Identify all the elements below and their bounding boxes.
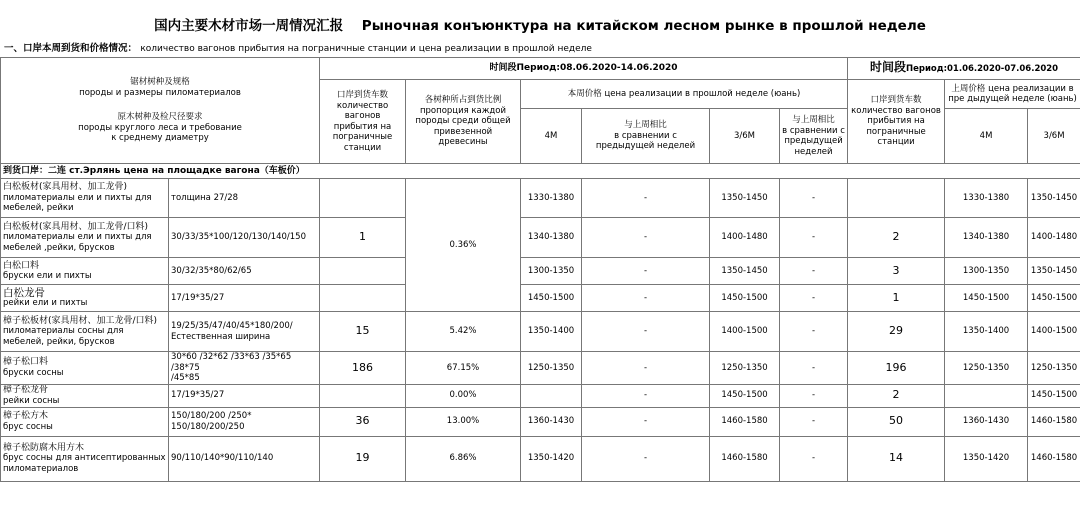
species-cell: 樟子松龙骨 рейки сосны	[1, 384, 169, 407]
prev-36m-cell: 1460-1580	[1028, 436, 1080, 481]
compare2-header: 与上周相比 в сравнении с предыдущей неделей	[780, 109, 848, 164]
table-row	[1, 352, 1080, 385]
table-row	[1, 407, 1080, 436]
size-cell: 90/110/140*90/110/140	[169, 436, 320, 481]
arrivals-cell	[320, 258, 406, 285]
col-4m: 4M	[521, 109, 582, 164]
section-row: 到货口岸：二连 ст.Эрлянь цена на площадке вагона（车板价）	[1, 164, 1080, 179]
arrivals-cell: 19	[320, 436, 406, 481]
compare2-cell: -	[780, 218, 848, 258]
compare-cell: -	[582, 285, 710, 312]
arrivals-prev-cell: 2	[848, 384, 945, 407]
arrivals-cell	[320, 285, 406, 312]
price-36m-cell: 1450-1500	[710, 285, 780, 312]
compare-cell: -	[582, 436, 710, 481]
size-cell: 17/19*35/27	[169, 285, 320, 312]
price-36m-cell: 1450-1500	[710, 384, 780, 407]
col2-36m: 3/6M	[1028, 109, 1080, 164]
prev-4m-cell: 1360-1430	[945, 407, 1028, 436]
share-cell: 0.00%	[406, 384, 521, 407]
price-header: 本周价格 цена реализации в прошлой неделе (юань)	[521, 80, 848, 109]
species-cell: 白松板材(家具用材、加工龙骨/口料) пиломатериалы ели и пихты для мебелей ,рейки, брусков	[1, 218, 169, 258]
compare2-cell: -	[780, 312, 848, 352]
price-36m-cell: 1350-1450	[710, 179, 780, 218]
price-36m-cell: 1400-1480	[710, 218, 780, 258]
table-row	[1, 258, 1080, 285]
arrivals-prev-cell: 2	[848, 218, 945, 258]
species-cell: 白松口料 бруски ели и пихты	[1, 258, 169, 285]
prev-36m-cell: 1400-1500	[1028, 312, 1080, 352]
compare2-cell: -	[780, 384, 848, 407]
subtitle-cn: 一、口岸本周到货和价格情况：	[4, 43, 138, 54]
section-subtitle	[4, 40, 592, 54]
arrivals-prev-cell: 29	[848, 312, 945, 352]
prev-36m-cell: 1400-1480	[1028, 218, 1080, 258]
share-cell: 6.86%	[406, 436, 521, 481]
share-header: 各树种所占到货比例 пропорция каждой породы среди общей привезенной древесины	[406, 80, 521, 164]
compare2-cell: -	[780, 407, 848, 436]
compare2-cell: -	[780, 285, 848, 312]
table-row	[1, 436, 1080, 481]
price-4m-cell: 1350-1420	[521, 436, 582, 481]
prevprice-header: 上周价格 цена реализации в пре дыдущей неделе (юань)	[945, 80, 1080, 109]
compare-cell: -	[582, 407, 710, 436]
prev-36m-cell: 1450-1500	[1028, 384, 1080, 407]
species-cell: 樟子松方木 брус сосны	[1, 407, 169, 436]
price-36m-cell: 1460-1580	[710, 407, 780, 436]
prev-4m-cell: 1450-1500	[945, 285, 1028, 312]
prev-36m-cell: 1350-1450	[1028, 258, 1080, 285]
arrivals-cell	[320, 384, 406, 407]
compare2-cell: -	[780, 436, 848, 481]
table-row	[1, 285, 1080, 312]
compare2-cell: -	[780, 179, 848, 218]
size-cell: 17/19*35/27	[169, 384, 320, 407]
compare-cell: -	[582, 218, 710, 258]
col-36m: 3/6M	[710, 109, 780, 164]
col2-4m: 4M	[945, 109, 1028, 164]
size-cell: 30*60 /32*62 /33*63 /35*65 /38*75 /45*85	[169, 352, 320, 385]
price-36m-cell: 1460-1580	[710, 436, 780, 481]
arrivals-prev-cell	[848, 179, 945, 218]
price-36m-cell: 1250-1350	[710, 352, 780, 385]
compare-cell: -	[582, 179, 710, 218]
species-cell: 樟子松口料 бруски сосны	[1, 352, 169, 385]
title-ru: Рыночная конъюнктура на китайском лесном рынке в прошлой неделе	[361, 18, 926, 34]
species-header: 锯材树种及规格 породы и размеры пиломатериалов 原木树种及检尺径要求 породы круглого леса и требование к среднему диаметру	[1, 58, 320, 164]
arrivals-prev-cell: 3	[848, 258, 945, 285]
table-row	[1, 179, 1080, 218]
period-prev-header: 时间段Период:01.06.2020-07.06.2020	[848, 58, 1080, 80]
subtitle-ru: количество вагонов прибытия на пограничные станции и цена реализации в прошлой неделе	[140, 44, 592, 54]
report-title	[0, 14, 1080, 34]
compare2-cell: -	[780, 352, 848, 385]
title-cn: 国内主要木材市场一周情况汇报	[154, 18, 344, 34]
compare-cell: -	[582, 384, 710, 407]
arrivals-cell	[320, 179, 406, 218]
arrivals-cell: 1	[320, 218, 406, 258]
prev-36m-cell: 1460-1580	[1028, 407, 1080, 436]
compare2-cell: -	[780, 258, 848, 285]
compare-cell: -	[582, 352, 710, 385]
size-cell: 19/25/35/47/40/45*180/200/ Естественная ширина	[169, 312, 320, 352]
size-cell: 150/180/200 /250* 150/180/200/250	[169, 407, 320, 436]
price-4m-cell: 1360-1430	[521, 407, 582, 436]
table-row	[1, 384, 1080, 407]
price-36m-cell: 1400-1500	[710, 312, 780, 352]
species-cell: 樟子松防腐木用方木 брус сосны для антисептированных пиломатериалов	[1, 436, 169, 481]
species-cell: 樟子松板材(家具用材、加工龙骨/口料) пиломатериалы сосны для мебелей, рейки, брусков	[1, 312, 169, 352]
price-4m-cell: 1450-1500	[521, 285, 582, 312]
compare-cell: -	[582, 312, 710, 352]
share-cell: 13.00%	[406, 407, 521, 436]
share-cell-merged: 0.36%	[406, 179, 521, 312]
arrivals-prev-cell: 14	[848, 436, 945, 481]
price-4m-cell	[521, 384, 582, 407]
prev-4m-cell: 1350-1400	[945, 312, 1028, 352]
compare-header: 与上周相比 в сравнении с предыдущей неделей	[582, 109, 710, 164]
table-row	[1, 218, 1080, 258]
prev-4m-cell: 1350-1420	[945, 436, 1028, 481]
arrivals-prev-cell: 50	[848, 407, 945, 436]
species-cell: 白松板材(家具用材、加工龙骨) пиломатериалы ели и пихты для мебелей, рейки	[1, 179, 169, 218]
price-36m-cell: 1350-1450	[710, 258, 780, 285]
arrivals-header: 口岸到货车数 количество вагонов прибытия на пограничные станции	[320, 80, 406, 164]
compare-cell: -	[582, 258, 710, 285]
prev-4m-cell	[945, 384, 1028, 407]
arrivals-prev-cell: 196	[848, 352, 945, 385]
arrivals-cell: 186	[320, 352, 406, 385]
size-cell: 30/33/35*100/120/130/140/150	[169, 218, 320, 258]
price-4m-cell: 1330-1380	[521, 179, 582, 218]
arrivals-prev-header: 口岸到货车数 количество вагонов прибытия на пограничные станции	[848, 80, 945, 164]
prev-4m-cell: 1300-1350	[945, 258, 1028, 285]
table-row	[1, 312, 1080, 352]
price-4m-cell: 1250-1350	[521, 352, 582, 385]
period-current-header: 时间段Период:08.06.2020-14.06.2020	[320, 58, 848, 80]
prev-36m-cell: 1350-1450	[1028, 179, 1080, 218]
size-cell: толщина 27/28	[169, 179, 320, 218]
species-cell: 白松龙骨 рейки ели и пихты	[1, 285, 169, 312]
market-table	[0, 57, 1080, 482]
prev-36m-cell: 1250-1350	[1028, 352, 1080, 385]
price-4m-cell: 1340-1380	[521, 218, 582, 258]
share-cell: 5.42%	[406, 312, 521, 352]
prev-4m-cell: 1340-1380	[945, 218, 1028, 258]
arrivals-prev-cell: 1	[848, 285, 945, 312]
prev-4m-cell: 1250-1350	[945, 352, 1028, 385]
arrivals-cell: 36	[320, 407, 406, 436]
size-cell: 30/32/35*80/62/65	[169, 258, 320, 285]
arrivals-cell: 15	[320, 312, 406, 352]
share-cell: 67.15%	[406, 352, 521, 385]
prev-4m-cell: 1330-1380	[945, 179, 1028, 218]
prev-36m-cell: 1450-1500	[1028, 285, 1080, 312]
price-4m-cell: 1300-1350	[521, 258, 582, 285]
price-4m-cell: 1350-1400	[521, 312, 582, 352]
